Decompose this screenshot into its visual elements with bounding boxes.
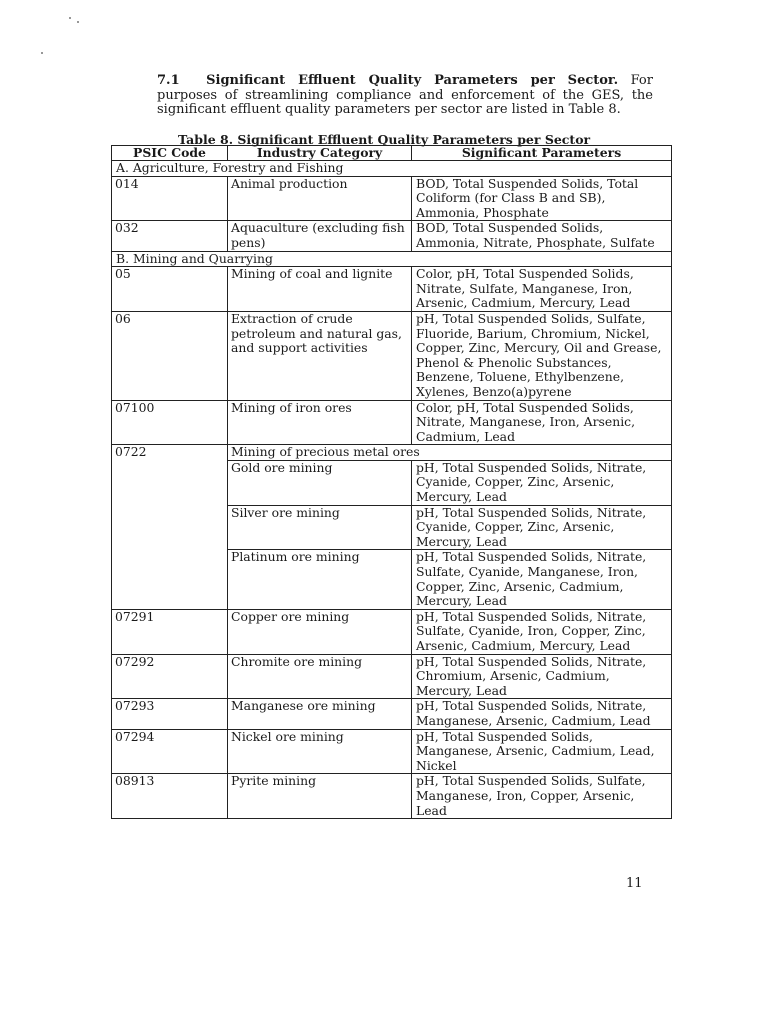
industry-category: Mining of coal and lignite	[228, 267, 412, 312]
table-row	[112, 221, 672, 251]
industry-category: Manganese ore mining	[228, 699, 412, 729]
significant-parameters: pH, Total Suspended Solids, Nitrate, Manganese, Arsenic, Cadmium, Lead	[412, 699, 672, 729]
table-row	[112, 400, 672, 445]
table-row	[112, 654, 672, 699]
significant-parameters: BOD, Total Suspended Solids, Total Coliform (for Class B and SB), Ammonia, Phosphate	[412, 176, 672, 221]
industry-category: Mining of precious metal ores	[228, 445, 672, 461]
table-row	[112, 774, 672, 819]
significant-parameters: pH, Total Suspended Solids, Sulfate, Manganese, Iron, Copper, Arsenic, Lead	[412, 774, 672, 819]
scan-speck	[69, 17, 71, 19]
industry-category: Gold ore mining	[228, 460, 412, 505]
table-row	[112, 176, 672, 221]
section-heading: Significant Effluent Quality Parameters per Sector.	[206, 73, 619, 88]
significant-parameters: pH, Total Suspended Solids, Nitrate, Sulfate, Cyanide, Manganese, Iron, Copper, Zinc, Arsenic, Cadmium, Mercury, Lead	[412, 550, 672, 609]
section-mining: B. Mining and Quarrying	[112, 251, 672, 267]
industry-category: Platinum ore mining	[228, 550, 412, 609]
psic-code: 032	[112, 221, 228, 251]
industry-category: Silver ore mining	[228, 505, 412, 550]
section-number: 7.1	[157, 73, 180, 88]
section-agriculture: A. Agriculture, Forestry and Fishing	[112, 161, 672, 177]
table-row	[112, 609, 672, 654]
section-row	[112, 251, 672, 267]
significant-parameters: pH, Total Suspended Solids, Nitrate, Cyanide, Copper, Zinc, Arsenic, Mercury, Lead	[412, 505, 672, 550]
significant-parameters: pH, Total Suspended Solids, Nitrate, Cyanide, Copper, Zinc, Arsenic, Mercury, Lead	[412, 460, 672, 505]
psic-code: 07292	[112, 654, 228, 699]
section-row	[112, 161, 672, 177]
psic-code: 08913	[112, 774, 228, 819]
header-industry-category: Industry Category	[228, 146, 412, 161]
psic-code: 06	[112, 311, 228, 400]
section-body: For purposes of streamlining compliance and enforcement of the GES, the significant effluent quality parameters per sector are listed in Table 8.	[157, 73, 653, 117]
table-row	[112, 699, 672, 729]
significant-parameters: pH, Total Suspended Solids, Nitrate, Chromium, Arsenic, Cadmium, Mercury, Lead	[412, 654, 672, 699]
header-significant-parameters: Significant Parameters	[412, 146, 672, 161]
industry-category: Mining of iron ores	[228, 400, 412, 445]
psic-code: 07100	[112, 400, 228, 445]
psic-code: 07293	[112, 699, 228, 729]
parameters-table	[111, 145, 672, 819]
psic-code: 07291	[112, 609, 228, 654]
industry-category: Animal production	[228, 176, 412, 221]
table-row	[112, 267, 672, 312]
header-psic-code: PSIC Code	[112, 146, 228, 161]
table-row	[112, 311, 672, 400]
industry-category: Chromite ore mining	[228, 654, 412, 699]
significant-parameters: pH, Total Suspended Solids, Nitrate, Sulfate, Cyanide, Iron, Copper, Zinc, Arsenic, Cadmium, Mercury, Lead	[412, 609, 672, 654]
scan-speck	[41, 52, 43, 54]
significant-parameters: BOD, Total Suspended Solids, Ammonia, Nitrate, Phosphate, Sulfate	[412, 221, 672, 251]
industry-category: Pyrite mining	[228, 774, 412, 819]
table-row	[112, 729, 672, 774]
psic-code: 0722	[112, 445, 228, 610]
significant-parameters: pH, Total Suspended Solids, Manganese, Arsenic, Cadmium, Lead, Nickel	[412, 729, 672, 774]
psic-code: 07294	[112, 729, 228, 774]
section-intro-paragraph	[157, 74, 653, 118]
significant-parameters: pH, Total Suspended Solids, Sulfate, Fluoride, Barium, Chromium, Nickel, Copper, Zinc, Mercury, Oil and Grease, Phenol & Phenolic Substances, Benzene, Toluene, Ethylbenzene, Xylenes, Benzo(a)pyrene	[412, 311, 672, 400]
industry-category: Aquaculture (excluding fish pens)	[228, 221, 412, 251]
psic-code: 014	[112, 176, 228, 221]
psic-code: 05	[112, 267, 228, 312]
table-row	[112, 445, 672, 461]
table-header-row	[112, 146, 672, 161]
industry-category: Extraction of crude petroleum and natural gas, and support activities	[228, 311, 412, 400]
significant-parameters: Color, pH, Total Suspended Solids, Nitrate, Sulfate, Manganese, Iron, Arsenic, Cadmium, Mercury, Lead	[412, 267, 672, 312]
scan-speck	[77, 21, 79, 23]
industry-category: Nickel ore mining	[228, 729, 412, 774]
industry-category: Copper ore mining	[228, 609, 412, 654]
significant-parameters: Color, pH, Total Suspended Solids, Nitrate, Manganese, Iron, Arsenic, Cadmium, Lead	[412, 400, 672, 445]
table-title: Table 8. Significant Effluent Quality Parameters per Sector	[178, 132, 591, 147]
page-number: 11	[626, 876, 643, 891]
